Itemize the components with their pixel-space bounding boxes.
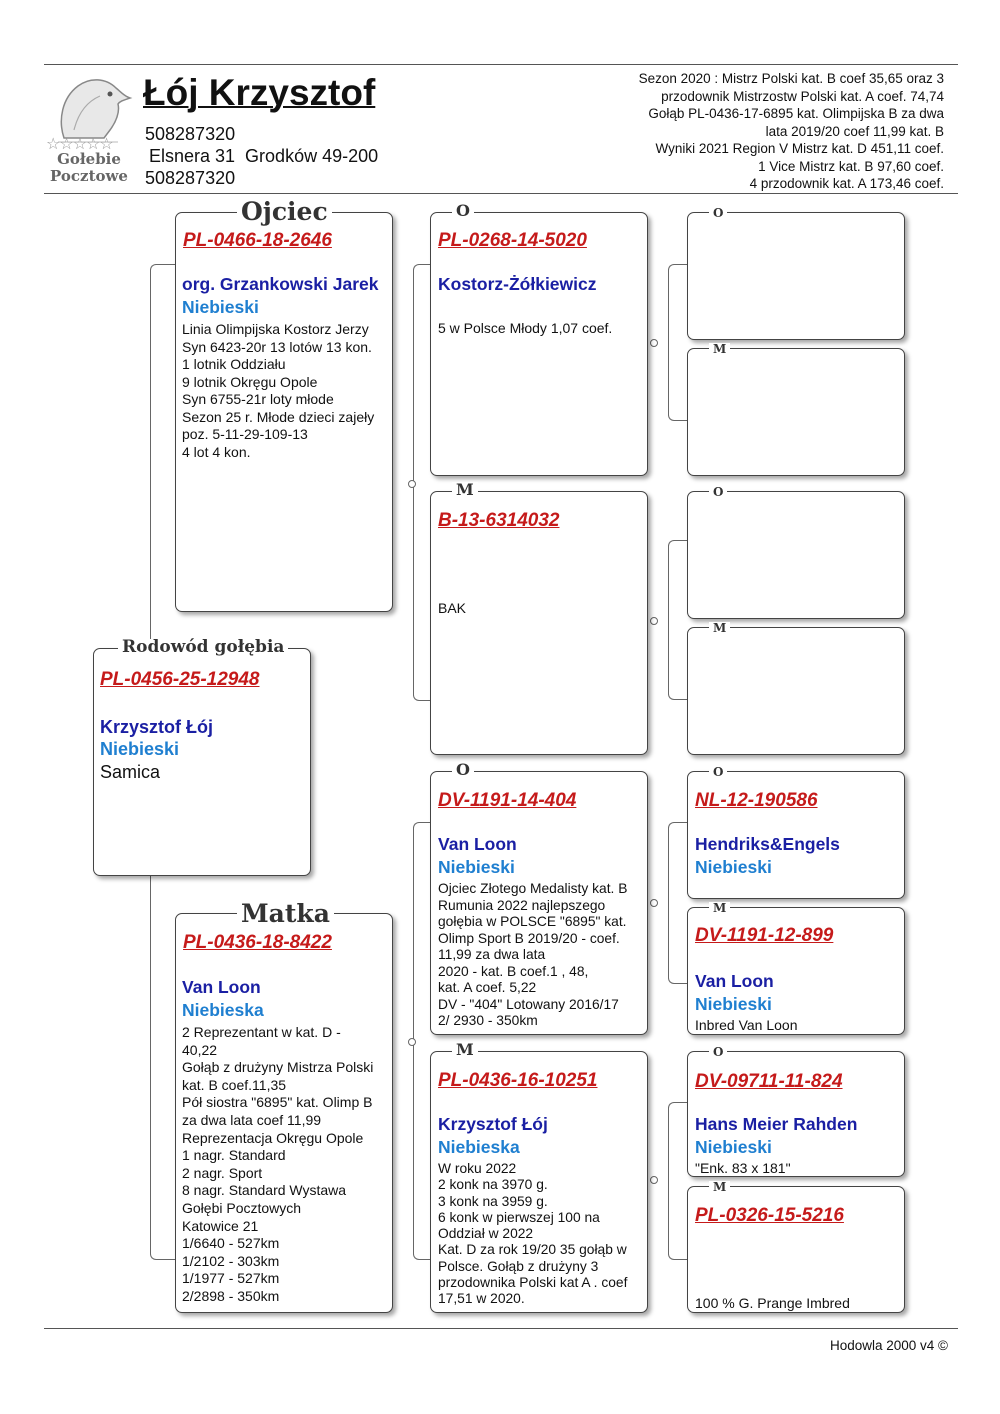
subject-card[interactable] [93, 648, 311, 876]
mfm-breeder: Van Loon [695, 971, 774, 991]
mf-ring-number[interactable]: DV-1191-14-404 [438, 790, 577, 811]
fm-ring-number[interactable]: B-13-6314032 [438, 510, 560, 531]
father-color: Niebieski [182, 297, 259, 317]
top-rule [44, 64, 958, 65]
mmm-notes: 100 % G. Prange Imbred [695, 1295, 850, 1311]
logo [44, 70, 136, 188]
connector-node [408, 1038, 416, 1046]
fmm-label: M [709, 622, 730, 634]
mf-color: Niebieski [438, 857, 515, 877]
mmf-breeder: Hans Meier Rahden [695, 1114, 858, 1134]
mm-card[interactable] [430, 1051, 648, 1313]
mmm-label: M [709, 1181, 730, 1193]
fmf-label: O [709, 486, 727, 498]
mf-label: O [452, 762, 474, 778]
logo-stars: ☆☆☆☆☆ [46, 134, 113, 153]
connector-fm-parents [668, 540, 688, 700]
subject-color: Niebieski [100, 739, 180, 759]
father-breeder: org. Grzankowski Jarek [182, 274, 379, 294]
software-credit: Hodowla 2000 v4 © [829, 1338, 948, 1353]
mmf-label: O [709, 1046, 727, 1058]
ff-label: O [452, 203, 474, 219]
mfm-label: M [709, 902, 730, 914]
ffm-card[interactable] [687, 348, 905, 476]
achievement-line: 1 Vice Mistrz kat. B 97,60 coef. [758, 158, 944, 174]
connector-mm-parents [668, 1102, 688, 1260]
mmf-notes: "Enk. 83 x 181" [695, 1160, 791, 1176]
mff-color: Niebieski [695, 857, 772, 877]
mf-notes: Ojciec Złotego Medalisty kat. B Rumunia 2022 najlepszego gołębia w POLSCE "6895" kat. Olimp Sport B 2019/20 - coef. 11,99 za dwa lata 2020 - kat. B coef.1 , 48, kat. A coef. 5,22 DV - "404" Lotowany 2016/17 2/ 2930 - 350km [438, 881, 628, 1028]
subject-breeder: Krzysztof Łój [100, 717, 214, 737]
mother-breeder: Van Loon [182, 977, 261, 997]
fm-label: M [452, 482, 478, 498]
mff-ring-number[interactable]: NL-12-190586 [695, 790, 818, 811]
achievement-line: 4 przodownik kat. A 173,46 coef. [749, 176, 944, 191]
ff-ring-number[interactable]: PL-0268-14-5020 [438, 230, 587, 251]
achievement-line: Wyniki 2021 Region V Mistrz kat. D 451,11 coef. [655, 141, 944, 156]
achievement-line: lata 2019/20 coef 11,99 kat. B [765, 123, 944, 139]
father-card[interactable] [175, 212, 393, 612]
subject-ring-number[interactable]: PL-0456-25-12948 [100, 669, 260, 690]
connector-ff-parents [668, 264, 688, 421]
mff-label: O [709, 766, 727, 778]
footer-rule [44, 1328, 958, 1329]
mm-ring-number[interactable]: PL-0436-16-10251 [438, 1070, 598, 1091]
father-label: Ojciec [237, 199, 332, 224]
mm-label: M [452, 1042, 478, 1058]
phone-1: 508287320 [145, 124, 236, 144]
breeder-name: Łój Krzysztof [143, 72, 376, 113]
mm-notes: W roku 2022 2 konk na 3970 g. 3 konk na 3959 g. 6 konk w pierwszej 100 na Oddział w 2022 Kat. D za rok 19/20 35 gołąb w Polsce. Gołąb z drużyny 3 przodownika Polski kat A . coef 17,51 w 2020. [438, 1161, 628, 1307]
phone-2: 508287320 [145, 168, 236, 188]
mm-breeder: Krzysztof Łój [438, 1114, 548, 1134]
connector-node [650, 899, 658, 907]
mfm-notes: Inbred Van Loon [695, 1017, 798, 1033]
mff-card[interactable] [687, 771, 905, 899]
ff-breeder: Kostorz-Żółkiewicz [438, 274, 597, 294]
achievement-line: Sezon 2020 : Mistrz Polski kat. B coef 35,65 oraz 3 [638, 71, 944, 86]
connector-node [650, 617, 658, 625]
fmf-card[interactable] [687, 491, 905, 619]
fm-card[interactable] [430, 491, 648, 755]
mfm-card[interactable] [687, 907, 905, 1035]
connector-node [408, 480, 416, 488]
mmf-color: Niebieski [695, 1137, 772, 1157]
fff-card[interactable] [687, 212, 905, 340]
father-notes: Linia Olimpijska Kostorz Jerzy Syn 6423-20r 13 lotów 13 kon. 1 lotnik Oddziału 9 lotnik Okręgu Opole Syn 6755-21r loty młode Sezon 25 r. Młode dzieci zajeły poz. 5-11-29-109-13 4 lot 4 kon. [182, 321, 375, 460]
mm-color: Niebieska [438, 1137, 520, 1157]
connector-mf-parents [668, 822, 688, 984]
mmm-ring-number[interactable]: PL-0326-15-5216 [695, 1205, 844, 1226]
mf-breeder: Van Loon [438, 834, 517, 854]
achievements [639, 70, 944, 193]
mother-ring-number[interactable]: PL-0436-18-8422 [183, 932, 332, 953]
header-rule [44, 193, 958, 194]
logo-text-2: Pocztowe [50, 167, 128, 185]
ffm-label: M [709, 343, 730, 355]
mff-breeder: Hendriks&Engels [695, 834, 840, 854]
mfm-ring-number[interactable]: DV-1191-12-899 [695, 925, 834, 946]
pedigree-label: Rodowód gołębia [118, 639, 288, 656]
mfm-color: Niebieski [695, 994, 772, 1014]
mf-card[interactable] [430, 771, 648, 1035]
mmf-card[interactable] [687, 1051, 905, 1177]
father-ring-number[interactable]: PL-0466-18-2646 [183, 230, 332, 251]
connector-node [650, 1176, 658, 1184]
logo-text-1: Gołebie [57, 150, 121, 168]
mother-label: Matka [237, 901, 334, 926]
subject-sex: Samica [100, 762, 161, 782]
mother-color: Niebieska [182, 1000, 264, 1020]
achievement-line: przodownik Mistrzostw Polski kat. A coef. 74,74 [661, 88, 944, 104]
connector-node [650, 339, 658, 347]
ff-card[interactable] [430, 212, 648, 476]
achievement-line: Gołąb PL-0436-17-6895 kat. Olimpijska B za dwa [648, 106, 944, 121]
mmf-ring-number[interactable]: DV-09711-11-824 [695, 1071, 843, 1092]
mmm-card[interactable] [687, 1186, 905, 1313]
fm-notes: BAK [438, 600, 467, 616]
address: Elsnera 31 Grodków 49-200 [149, 146, 379, 166]
fff-label: O [709, 207, 727, 219]
mother-notes: 2 Reprezentant w kat. D - 40,22 Gołąb z drużyny Mistrza Polski kat. B coef.11,35 Pół siostra "6895" kat. Olimp B za dwa lata coef 11,99 Reprezentacja Okręgu Opole 1 nagr. Standard 2 nagr. Sport 8 nagr. Standard Wystawa Gołębi Pocztowych Katowice 21 1/6640 - 527km 1/2102 - 303km 1/1977 - 527km 2/2898 - 350km [182, 1024, 374, 1304]
mother-card[interactable] [175, 913, 393, 1313]
fmm-card[interactable] [687, 627, 905, 755]
ff-notes: 5 w Polsce Młody 1,07 coef. [438, 320, 613, 336]
